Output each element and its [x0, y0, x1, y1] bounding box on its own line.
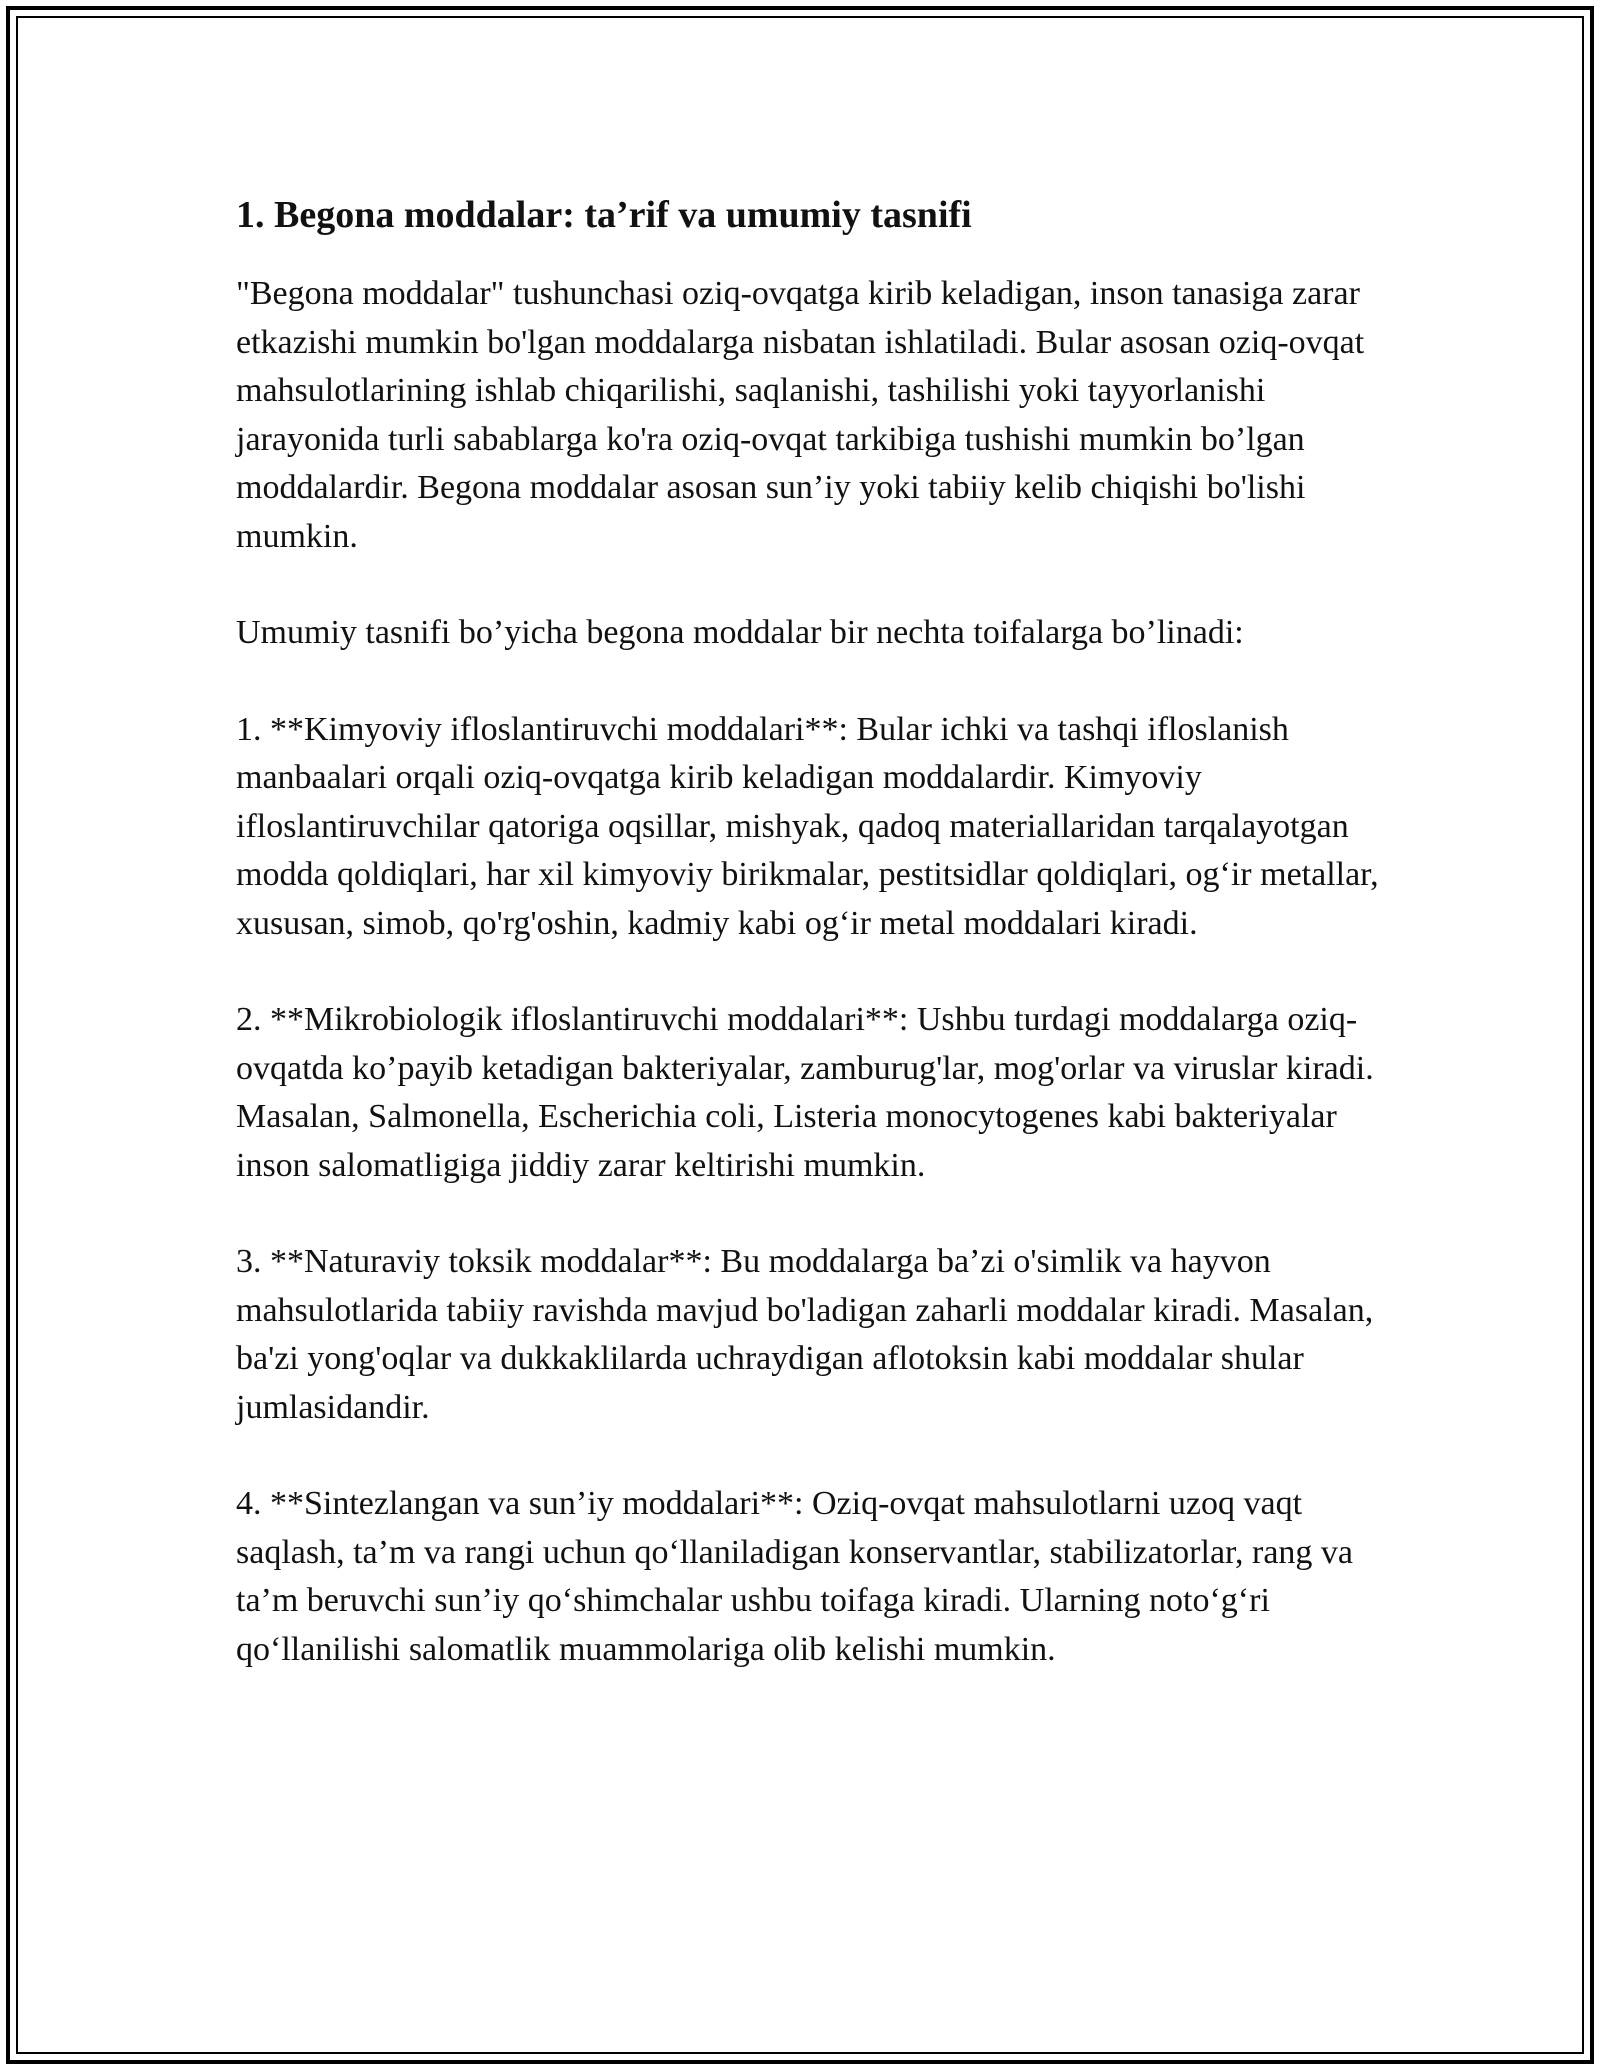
list-item-chemical: 1. **Kimyoviy ifloslantiruvchi moddalari**: Bular ichki va tashqi ifloslanish manbaalari orqali oziq-ovqatga kirib keladigan moddalardir. Kimyoviy ifloslantiruvchilar qatoriga oqsillar, mishyak, qadoq materiallaridan tarqalayotgan modda qoldiqlari, har xil kimyoviy birikmalar, pestitsidlar qoldiqlari, og‘ir metallar, xususan, simob, qo'rg'oshin, kadmiy kabi og‘ir metal moddalari kiradi. — [236, 710, 1379, 942]
list-item-microbiological: 2. **Mikrobiologik ifloslantiruvchi moddalari**: Ushbu turdagi moddalarga oziq-ovqatda ko’payib ketadigan bakteriyalar, zamburug'lar, mog'orlar va viruslar kiradi. Masalan, Salmonella, Escherichia coli, Listeria monocytogenes kabi bakteriyalar inson salomatligiga jiddiy zarar keltirishi mumkin. — [236, 1001, 1374, 1184]
document-body — [236, 190, 1386, 1722]
intro-paragraph: "Begona moddalar" tushunchasi oziq-ovqatga kirib keladigan, inson tanasiga zarar etkazishi mumkin bo'lgan moddalarga nisbatan ishlatiladi. Bular asosan oziq-ovqat mahsulotlarining ishlab chiqarilishi, saqlanishi, tashilishi yoki tayyorlanishi jarayonida turli sabablarga ko'ra oziq-ovqat tarkibiga tushishi mumkin bo’lgan moddalardir. Begona moddalar asosan sun’iy yoki tabiiy kelib chiqishi bo'lishi mumkin. — [236, 275, 1365, 555]
list-item-natural-toxic: 3. **Naturaviy toksik moddalar**: Bu moddalarga ba’zi o'simlik va hayvon mahsulotlarida tabiiy ravishda mavjud bo'ladigan zaharli moddalar kiradi. Masalan, ba'zi yong'oqlar va dukkaklilarda uchraydigan aflotoksin kabi moddalar shular jumlasidandir. — [236, 1243, 1374, 1426]
list-item-synthetic: 4. **Sintezlangan va sun’iy moddalari**: Oziq-ovqat mahsulotlarni uzoq vaqt saqlash, ta’m va rangi uchun qo‘llaniladigan konservantlar, stabilizatorlar, rang va ta’m beruvchi sun’iy qo‘shimchalar ushbu toifaga kiradi. Ularning noto‘g‘ri qo‘llanilishi salomatlik muammolariga olib kelishi mumkin. — [236, 1485, 1354, 1668]
classification-intro: Umumiy tasnifi bo’yicha begona moddalar bir nechta toifalarga bo’linadi: — [236, 614, 1244, 651]
section-heading: 1. Begona moddalar: ta’rif va umumiy tasnifi — [236, 194, 972, 236]
